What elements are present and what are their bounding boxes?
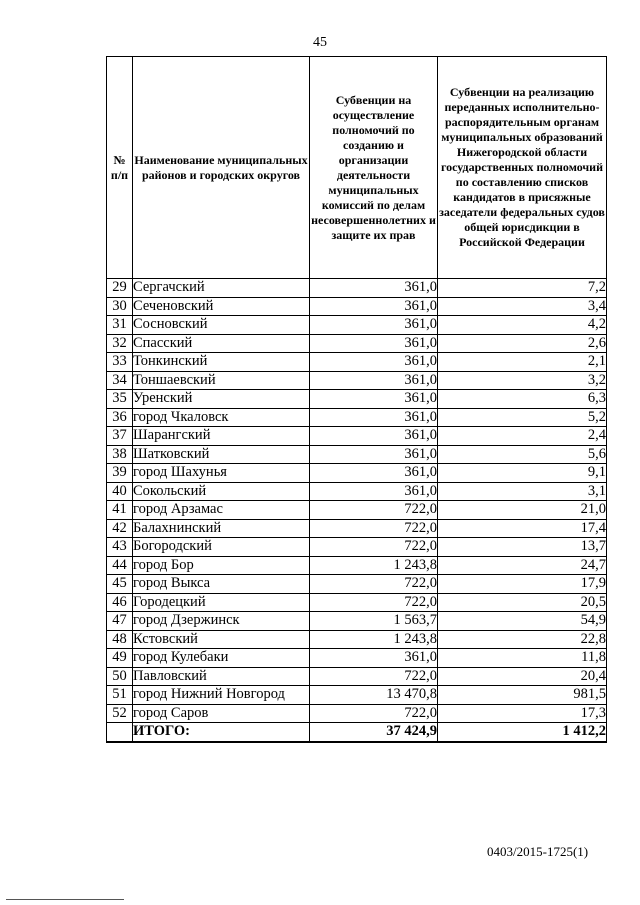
row-number: 52 xyxy=(107,704,133,723)
subsidy-commissions-value: 1 563,7 xyxy=(310,612,438,631)
municipality-name: Сергачский xyxy=(133,279,310,298)
table-row xyxy=(107,464,607,483)
subsidy-jurors-value: 24,7 xyxy=(438,556,607,575)
subsidy-jurors-value: 17,4 xyxy=(438,519,607,538)
municipality-name: Городецкий xyxy=(133,593,310,612)
subsidy-commissions-value: 722,0 xyxy=(310,575,438,594)
subsidy-jurors-value: 20,4 xyxy=(438,667,607,686)
table-row xyxy=(107,334,607,353)
subsidy-commissions-value: 722,0 xyxy=(310,501,438,520)
table-row xyxy=(107,390,607,409)
subsidy-jurors-value: 9,1 xyxy=(438,464,607,483)
subsidy-commissions-value: 361,0 xyxy=(310,427,438,446)
subsidy-jurors-value: 4,2 xyxy=(438,316,607,335)
subsidy-commissions-value: 361,0 xyxy=(310,371,438,390)
table-row xyxy=(107,427,607,446)
table-row xyxy=(107,593,607,612)
subsidy-commissions-value: 13 470,8 xyxy=(310,686,438,705)
municipality-name: Сосновский xyxy=(133,316,310,335)
row-number: 33 xyxy=(107,353,133,372)
subsidy-commissions-value: 722,0 xyxy=(310,704,438,723)
row-number: 31 xyxy=(107,316,133,335)
table-row xyxy=(107,686,607,705)
total-subsidy-jurors: 1 412,2 xyxy=(438,723,607,742)
subsidy-commissions-value: 361,0 xyxy=(310,316,438,335)
table-header xyxy=(107,57,607,279)
subsidy-commissions-value: 361,0 xyxy=(310,353,438,372)
municipality-name: город Чкаловск xyxy=(133,408,310,427)
subsidy-commissions-value: 722,0 xyxy=(310,519,438,538)
municipality-name: Тоншаевский xyxy=(133,371,310,390)
table-row xyxy=(107,556,607,575)
subsidy-commissions-value: 1 243,8 xyxy=(310,556,438,575)
header-subsidy-commissions: Субвенции на осуществление полномочий по созданию и организации деятельности муниципальных комиссий по делам несовершеннолетних и защите их прав xyxy=(310,57,438,279)
row-number: 48 xyxy=(107,630,133,649)
header-subsidy-jurors: Субвенции на реализацию переданных исполнительно-распорядительным органам муниципальных образований Нижегородской области государственных полномочий по составлению списков кандидатов в присяжные заседатели федеральных судов общей юрисдикции в Российской Федерации xyxy=(438,57,607,279)
subsidy-commissions-value: 361,0 xyxy=(310,390,438,409)
subsidy-jurors-value: 5,6 xyxy=(438,445,607,464)
subsidy-jurors-value: 2,6 xyxy=(438,334,607,353)
subsidy-commissions-value: 361,0 xyxy=(310,649,438,668)
subsidy-jurors-value: 6,3 xyxy=(438,390,607,409)
table-row xyxy=(107,316,607,335)
subsidy-commissions-value: 361,0 xyxy=(310,408,438,427)
table-row xyxy=(107,649,607,668)
municipality-name: Сокольский xyxy=(133,482,310,501)
municipality-name: Кстовский xyxy=(133,630,310,649)
table-row xyxy=(107,667,607,686)
subsidy-commissions-value: 722,0 xyxy=(310,667,438,686)
total-label: ИТОГО: xyxy=(133,723,310,742)
municipality-name: город Арзамас xyxy=(133,501,310,520)
row-number: 51 xyxy=(107,686,133,705)
subsidy-table xyxy=(106,56,607,743)
municipality-name: город Выкса xyxy=(133,575,310,594)
subsidy-jurors-value: 54,9 xyxy=(438,612,607,631)
subsidy-jurors-value: 20,5 xyxy=(438,593,607,612)
municipality-name: Шарангский xyxy=(133,427,310,446)
row-number: 49 xyxy=(107,649,133,668)
subsidy-commissions-value: 722,0 xyxy=(310,538,438,557)
row-number: 45 xyxy=(107,575,133,594)
municipality-name: Павловский xyxy=(133,667,310,686)
table-row xyxy=(107,519,607,538)
municipality-name: Сеченовский xyxy=(133,297,310,316)
municipality-name: Шатковский xyxy=(133,445,310,464)
table-row xyxy=(107,575,607,594)
subsidy-jurors-value: 2,1 xyxy=(438,353,607,372)
subsidy-jurors-value: 3,4 xyxy=(438,297,607,316)
table-row xyxy=(107,538,607,557)
municipality-name: Тонкинский xyxy=(133,353,310,372)
subsidy-jurors-value: 2,4 xyxy=(438,427,607,446)
table-row xyxy=(107,371,607,390)
row-number: 35 xyxy=(107,390,133,409)
row-number: 34 xyxy=(107,371,133,390)
row-number: 43 xyxy=(107,538,133,557)
document-code: 0403/2015-1725(1) xyxy=(487,844,589,859)
subsidy-jurors-value: 17,9 xyxy=(438,575,607,594)
row-number: 30 xyxy=(107,297,133,316)
row-number: 38 xyxy=(107,445,133,464)
table-row xyxy=(107,279,607,298)
municipality-name: Балахнинский xyxy=(133,519,310,538)
subsidy-jurors-value: 21,0 xyxy=(438,501,607,520)
municipality-name: город Саров xyxy=(133,704,310,723)
table-row xyxy=(107,630,607,649)
subsidy-jurors-value: 5,2 xyxy=(438,408,607,427)
municipality-name: город Шахунья xyxy=(133,464,310,483)
subsidy-commissions-value: 361,0 xyxy=(310,464,438,483)
table-row xyxy=(107,482,607,501)
municipality-name: Богородский xyxy=(133,538,310,557)
row-number: 44 xyxy=(107,556,133,575)
subsidy-jurors-value: 17,3 xyxy=(438,704,607,723)
table-row xyxy=(107,353,607,372)
subsidy-jurors-value: 22,8 xyxy=(438,630,607,649)
subsidy-jurors-value: 11,8 xyxy=(438,649,607,668)
subsidy-jurors-value: 7,2 xyxy=(438,279,607,298)
row-number: 40 xyxy=(107,482,133,501)
row-number: 39 xyxy=(107,464,133,483)
total-subsidy-commissions: 37 424,9 xyxy=(310,723,438,742)
subsidy-commissions-value: 1 243,8 xyxy=(310,630,438,649)
subsidy-commissions-value: 361,0 xyxy=(310,445,438,464)
row-number: 41 xyxy=(107,501,133,520)
municipality-name: город Дзержинск xyxy=(133,612,310,631)
subsidy-jurors-value: 981,5 xyxy=(438,686,607,705)
row-number: 47 xyxy=(107,612,133,631)
subsidy-commissions-value: 361,0 xyxy=(310,334,438,353)
header-num: № п/п xyxy=(107,57,133,279)
subsidy-commissions-value: 361,0 xyxy=(310,279,438,298)
municipality-name: Спасский xyxy=(133,334,310,353)
page-number: 45 xyxy=(313,35,327,50)
row-number: 37 xyxy=(107,427,133,446)
row-number: 32 xyxy=(107,334,133,353)
municipality-name: город Кулебаки xyxy=(133,649,310,668)
total-row xyxy=(107,723,607,742)
subsidy-jurors-value: 3,1 xyxy=(438,482,607,501)
subsidy-jurors-value: 3,2 xyxy=(438,371,607,390)
municipality-name: Уренский xyxy=(133,390,310,409)
table-row xyxy=(107,704,607,723)
row-number: 50 xyxy=(107,667,133,686)
table-row xyxy=(107,408,607,427)
row-number: 42 xyxy=(107,519,133,538)
footer-divider xyxy=(6,899,124,900)
row-number: 36 xyxy=(107,408,133,427)
subsidy-commissions-value: 361,0 xyxy=(310,482,438,501)
header-name: Наименование муниципальных районов и городских округов xyxy=(133,57,310,279)
subsidy-commissions-value: 722,0 xyxy=(310,593,438,612)
subsidy-jurors-value: 13,7 xyxy=(438,538,607,557)
table-row xyxy=(107,445,607,464)
row-number: 46 xyxy=(107,593,133,612)
table-row xyxy=(107,612,607,631)
table-row xyxy=(107,501,607,520)
subsidy-commissions-value: 361,0 xyxy=(310,297,438,316)
table-body xyxy=(107,279,607,742)
total-empty-cell xyxy=(107,723,133,742)
municipality-name: город Бор xyxy=(133,556,310,575)
municipality-name: город Нижний Новгород xyxy=(133,686,310,705)
table-row xyxy=(107,297,607,316)
row-number: 29 xyxy=(107,279,133,298)
